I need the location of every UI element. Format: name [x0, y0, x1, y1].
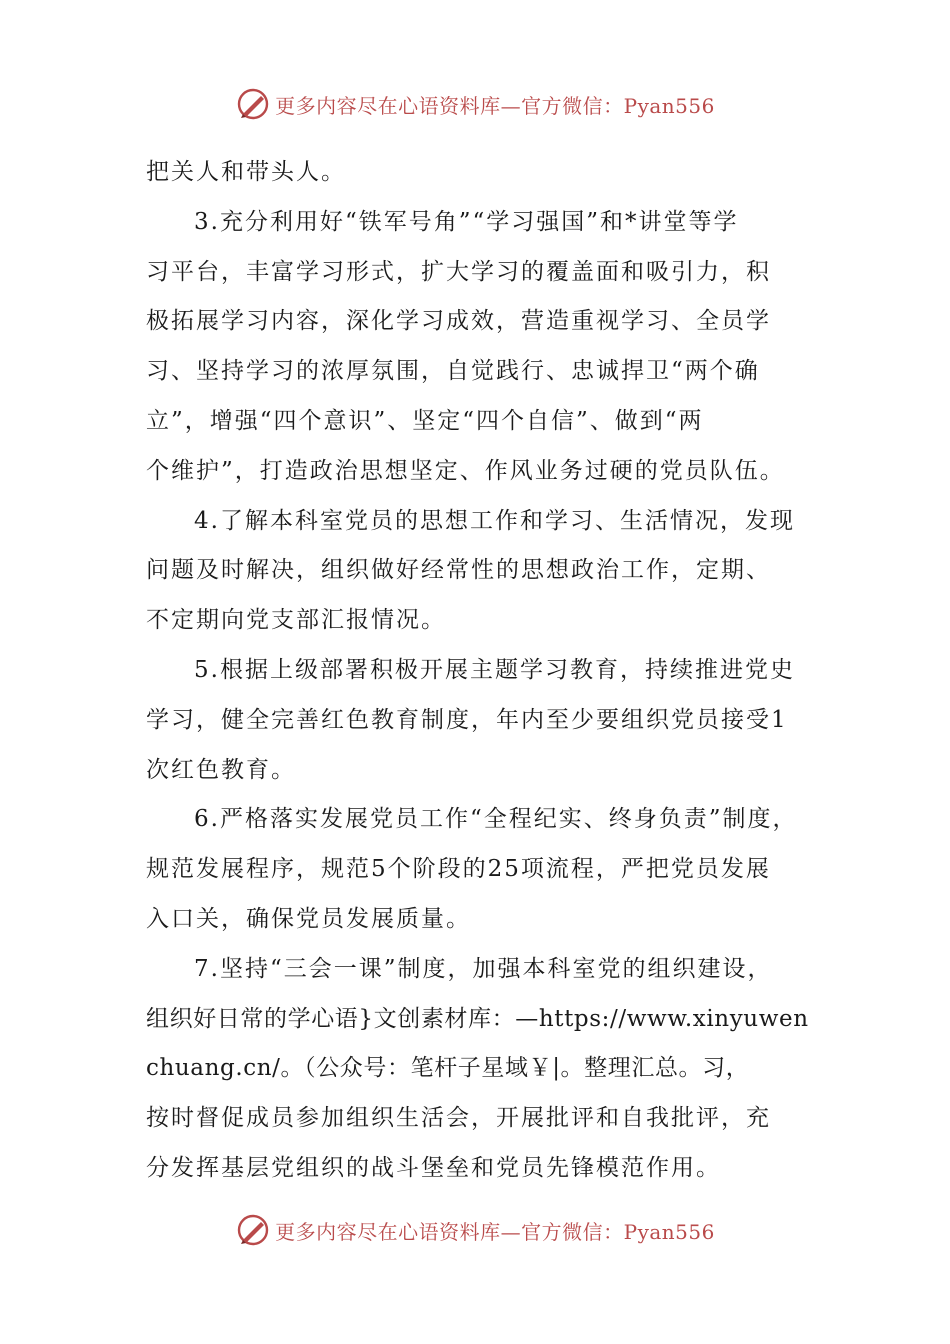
text-line: 极拓展学习内容，深化学习成效，营造重视学习、全员学 — [146, 308, 771, 335]
header-watermark-banner — [0, 84, 950, 124]
text-line: 入口关，确保党员发展质量。 — [146, 905, 471, 932]
pen-logo-icon — [235, 86, 271, 122]
text-line: 立”，增强“四个意识”、坚定“四个自信”、做到“两 — [146, 407, 704, 434]
text-line: 学习，健全完善红色教育制度，年内至少要组织党员接受1 — [146, 706, 788, 733]
footer-watermark-banner — [0, 1210, 950, 1250]
text-line: 不定期向党支部汇报情况。 — [146, 607, 446, 634]
text-line: 习平台，丰富学习形式，扩大学习的覆盖面和吸引力，积 — [146, 258, 771, 285]
pen-logo-icon — [235, 1212, 271, 1248]
footer-watermark-text: 更多内容尽在心语资料库—官方微信：Pyan556 — [275, 1219, 715, 1244]
text-line: 分发挥基层党组织的战斗堡垒和党员先锋模范作用。 — [146, 1154, 721, 1181]
text-line: 问题及时解决，组织做好经常性的思想政治工作，定期、 — [146, 557, 771, 584]
text-line: 规范发展程序，规范5个阶段的25项流程，严把党员发展 — [146, 856, 771, 883]
text-line: 按时督促成员参加组织生活会，开展批评和自我批评，充 — [146, 1105, 771, 1132]
text-line: 把关人和带头人。 — [146, 159, 346, 185]
text-line: 组织好日常的学心语}文创素材库：—https://www.xinyuwen — [146, 1005, 809, 1032]
header-watermark-text: 更多内容尽在心语资料库—官方微信：Pyan556 — [275, 93, 715, 118]
text-line: 6.严格落实发展党员工作“全程纪实、终身负责”制度， — [194, 806, 798, 833]
text-line: 次红色教育。 — [146, 756, 296, 783]
document-body — [146, 148, 810, 1194]
text-line: 习、坚持学习的浓厚氛围，自觉践行、忠诚捍卫“两个确 — [146, 358, 760, 385]
text-line: 7.坚持“三会一课”制度，加强本科室党的组织建设， — [194, 955, 773, 982]
text-line: chuang.cn/。（公众号：笔杆子星域￥|。整理汇总。习， — [146, 1055, 750, 1082]
text-line: 3.充分利用好“铁军号角”“学习强国”和*讲堂等学 — [194, 208, 739, 235]
text-line: 4.了解本科室党员的思想工作和学习、生活情况，发现 — [194, 507, 795, 534]
text-line: 个维护”，打造政治思想坚定、作风业务过硬的党员队伍。 — [146, 457, 785, 484]
text-line: 5.根据上级部署积极开展主题学习教育，持续推进党史 — [194, 656, 795, 683]
